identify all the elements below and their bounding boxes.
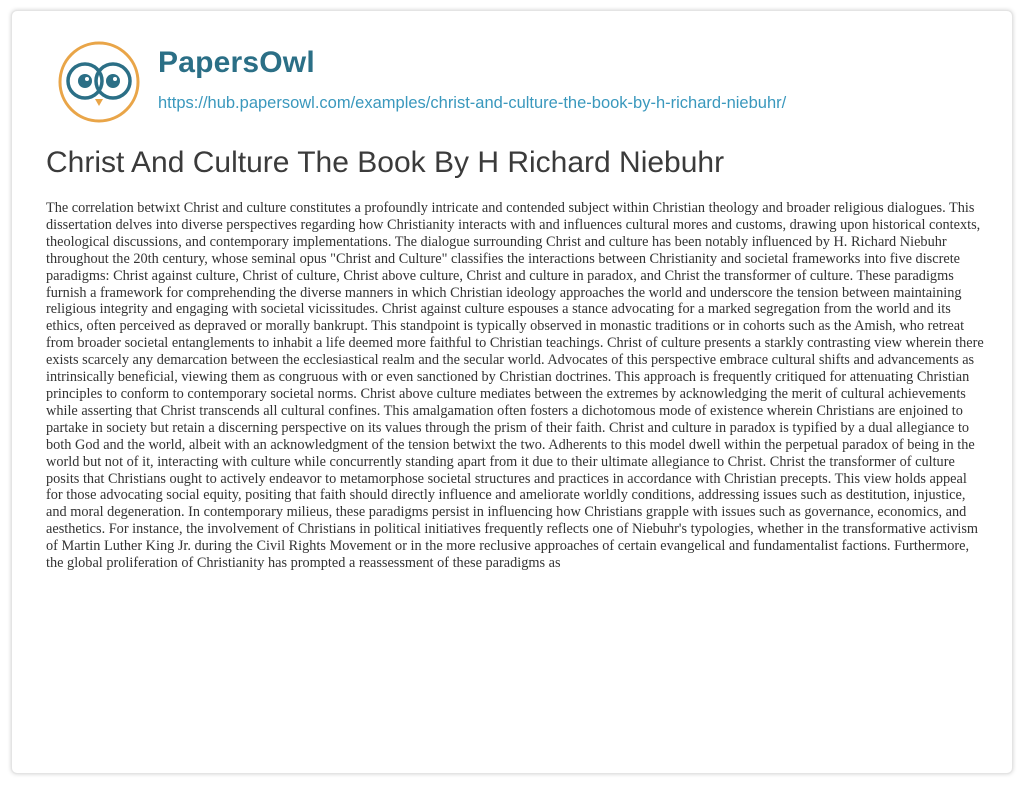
header (54, 37, 984, 117)
brand-name: PapersOwl (158, 46, 315, 79)
document-page (11, 10, 1013, 774)
source-url-link[interactable]: https://hub.papersowl.com/examples/christ-and-culture-the-book-by-h-richard-niebuhr/ (158, 94, 787, 112)
essay-body: The correlation betwixt Christ and culture constitutes a profoundly intricate and contended subject within Christian theology and broader religious dialogues. This dissertation delves into diverse perspectives regarding how Christianity interacts with and influences cultural mores and customs, drawing upon historical contexts, theological discussions, and contemporary implementations. The dialogue surrounding Christ and culture has been notably influenced by H. Richard Niebuhr throughout the 20th century, whose seminal opus "Christ and Culture" classifies the interactions between Christianity and societal frameworks into five discrete paradigms: Christ against culture, Christ of culture, Christ above culture, Christ and culture in paradox, and Christ the transformer of culture. These paradigms furnish a framework for comprehending the diverse manners in which Christian ideology approaches the world and underscore the tension between maintaining religious integrity and engaging with societal vicissitudes. Christ against culture espouses a stance advocating for a marked segregation from the world and its ethics, often perceived as depraved or morally bankrupt. This standpoint is typically observed in monastic traditions or in cohorts such as the Amish, who retreat from broader societal entanglements to inhabit a life deemed more faithful to Christian teachings. Christ of culture presents a starkly contrasting view wherein there exists scarcely any demarcation between the ecclesiastical realm and the secular world. Advocates of this perspective embrace cultural shifts and advancements as intrinsically beneficial, viewing them as congruous with or even sanctioned by Christian doctrines. This approach is frequently critiqued for attenuating Christian principles to conform to contemporary societal norms. Christ above culture mediates between the extremes by acknowledging the merit of cultural achievements while asserting that Christ transcends all cultural confines. This amalgamation often fosters a dichotomous mode of existence wherein Christians are enjoined to partake in society but retain a discerning perspective on its values through the prism of their faith. Christ and culture in paradox is typified by a dual allegiance to both God and the world, albeit with an acknowledgment of the tension betwixt the two. Adherents to this model dwell within the perpetual paradox of being in the world but not of it, interacting with culture while concurrently standing apart from it due to their ultimate allegiance to Christ. Christ the transformer of culture posits that Christians ought to actively endeavor to metamorphose societal structures and practices in accordance with Christian precepts. This view holds appeal for those advocating social equity, positing that faith should directly influence and ameliorate worldly conditions, addressing issues such as destitution, injustice, and moral degeneration. In contemporary milieus, these paradigms persist in influencing how Christians grapple with issues such as governance, economics, and aesthetics. For instance, the involvement of Christians in political initiatives frequently reflects one of Niebuhr's typologies, whether in the transformative activism of Martin Luther King Jr. during the Civil Rights Movement or in the more reclusive approaches of certain evangelical and fundamentalist factions. Furthermore, the global proliferation of Christianity has prompted a reassessment of these paradigms as (46, 200, 984, 572)
owl-eyes-logo-icon (54, 39, 144, 129)
essay-title: Christ And Culture The Book By H Richard Niebuhr (46, 146, 725, 179)
